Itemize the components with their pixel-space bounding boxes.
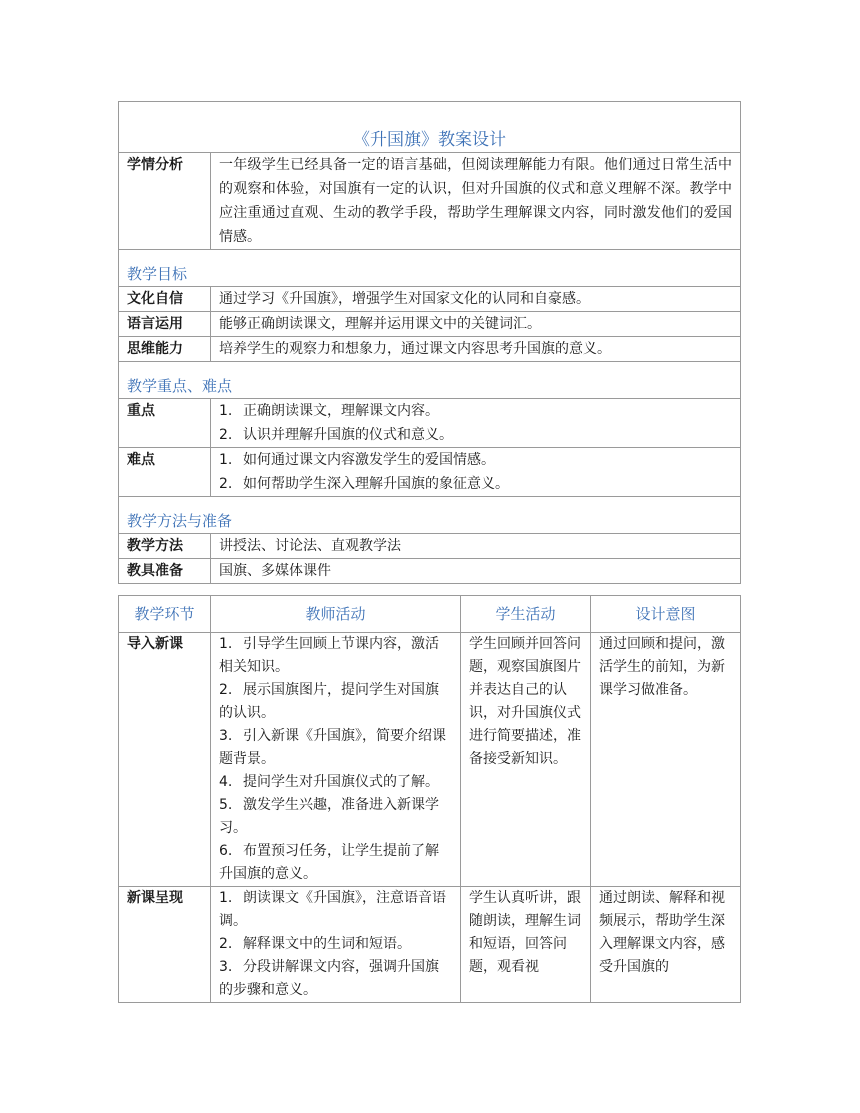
stage-name: 新课呈现 <box>119 887 211 1003</box>
list-item: 1. 正确朗读课文，理解课文内容。 <box>219 403 439 419</box>
goal-text: 能够正确朗读课文，理解并运用课文中的关键词汇。 <box>211 312 741 337</box>
list-item: 2. 解释课文中的生词和短语。 <box>219 936 411 952</box>
goal-label: 语言运用 <box>119 312 211 337</box>
stage-name: 导入新课 <box>119 633 211 887</box>
key-point-label: 重点 <box>119 399 211 448</box>
key-point-list <box>211 399 741 448</box>
design-intent: 通过朗读、解释和视频展示，帮助学生深入理解课文内容，感受升国旗的 <box>591 887 741 1003</box>
list-item: 1. 朗读课文《升国旗》，注意语音语调。 <box>219 890 446 929</box>
list-item: 3. 分段讲解课文内容，强调升国旗的步骤和意义。 <box>219 959 439 998</box>
student-activity: 学生回顾并回答问题，观察国旗图片并表达自己的认识，对升国旗仪式进行简要描述，准备接受新知识。 <box>461 633 591 887</box>
list-item: 4. 提问学生对升国旗仪式的了解。 <box>219 774 439 790</box>
list-item: 1. 引导学生回顾上节课内容，激活相关知识。 <box>219 636 439 675</box>
prep-label: 教具准备 <box>119 559 211 584</box>
student-activity: 学生认真听讲，跟随朗读，理解生词和短语，回答问题，观看视 <box>461 887 591 1003</box>
table-row <box>119 887 741 1003</box>
design-intent: 通过回顾和提问，激活学生的前知，为新课学习做准备。 <box>591 633 741 887</box>
focus-heading: 教学重点、难点 <box>119 362 741 399</box>
list-item: 3. 引入新课《升国旗》，简要介绍课题背景。 <box>219 728 446 767</box>
goals-heading: 教学目标 <box>119 250 741 287</box>
methods-heading: 教学方法与准备 <box>119 497 741 534</box>
goal-text: 培养学生的观察力和想象力，通过课文内容思考升国旗的意义。 <box>211 337 741 362</box>
goal-label: 思维能力 <box>119 337 211 362</box>
column-header: 教师活动 <box>211 596 461 633</box>
difficult-point-list <box>211 448 741 497</box>
prep-text: 国旗、多媒体课件 <box>211 559 741 584</box>
list-item: 2. 展示国旗图片，提问学生对国旗的认识。 <box>219 682 439 721</box>
teacher-activity <box>211 633 461 887</box>
goal-label: 文化自信 <box>119 287 211 312</box>
list-item: 6. 布置预习任务，让学生提前了解升国旗的意义。 <box>219 843 439 882</box>
column-header: 设计意图 <box>591 596 741 633</box>
lesson-overview-table <box>118 101 741 584</box>
list-item: 5. 激发学生兴趣，准备进入新课学习。 <box>219 797 439 836</box>
teaching-process-table <box>118 595 741 1003</box>
page-title: 《升国旗》教案设计 <box>119 102 741 153</box>
difficult-point-label: 难点 <box>119 448 211 497</box>
column-header: 教学环节 <box>119 596 211 633</box>
table-row <box>119 633 741 887</box>
list-item: 2. 如何帮助学生深入理解升国旗的象征意义。 <box>219 476 509 492</box>
method-label: 教学方法 <box>119 534 211 559</box>
list-item: 2. 认识并理解升国旗的仪式和意义。 <box>219 427 453 443</box>
column-header: 学生活动 <box>461 596 591 633</box>
goal-text: 通过学习《升国旗》，增强学生对国家文化的认同和自豪感。 <box>211 287 741 312</box>
analysis-text: 一年级学生已经具备一定的语言基础，但阅读理解能力有限。他们通过日常生活中的观察和体验，对国旗有一定的认识，但对升国旗的仪式和意义理解不深。教学中应注重通过直观、生动的教学手段，帮助学生理解课文内容，同时激发他们的爱国情感。 <box>211 153 741 250</box>
method-text: 讲授法、讨论法、直观教学法 <box>211 534 741 559</box>
list-item: 1. 如何通过课文内容激发学生的爱国情感。 <box>219 452 495 468</box>
teacher-activity <box>211 887 461 1003</box>
analysis-label: 学情分析 <box>119 153 211 250</box>
